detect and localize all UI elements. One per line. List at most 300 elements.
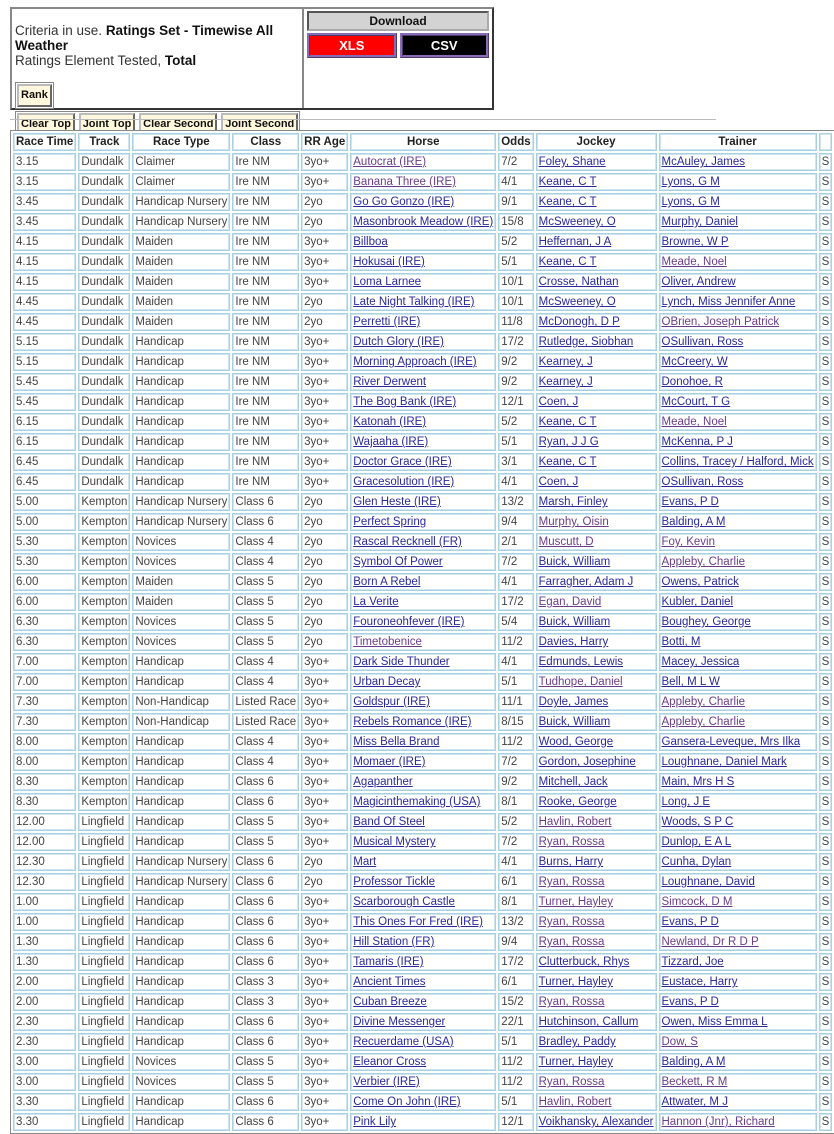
cell-trainer — [659, 653, 817, 671]
rank-button[interactable]: Rank — [17, 84, 52, 107]
horse-link[interactable]: Late Night Talking (IRE) — [353, 296, 475, 308]
trainer-link[interactable]: OBrien, Joseph Patrick — [661, 316, 780, 328]
trainer-link[interactable]: Appleby, Charlie — [661, 556, 746, 568]
cell-race-type: Handicap — [132, 653, 230, 671]
trainer-link[interactable]: Appleby, Charlie — [661, 716, 746, 728]
horse-link[interactable]: Symbol Of Power — [353, 556, 443, 568]
horse-link[interactable]: Hokusai (IRE) — [353, 256, 425, 268]
trainer-link[interactable]: Evans, P D — [661, 496, 719, 508]
horse-link[interactable]: Mart — [353, 856, 377, 868]
horse-link[interactable]: Verbier (IRE) — [353, 1076, 420, 1088]
cell-race-time: 7.30 — [13, 693, 76, 711]
horse-link[interactable]: Rascal Recknell (FR) — [353, 536, 462, 548]
jockey-link[interactable]: Burns, Harry — [538, 856, 604, 868]
cell-horse — [350, 913, 496, 931]
joint-top-button[interactable]: Joint Top — [79, 113, 136, 136]
horse-link[interactable]: Urban Decay — [353, 676, 421, 688]
header-track[interactable]: Track — [78, 133, 130, 151]
cell-class: Ire NM — [232, 353, 299, 371]
trainer-link[interactable]: McCourt, T G — [661, 396, 731, 408]
horse-link[interactable]: Perfect Spring — [353, 516, 427, 528]
horse-link[interactable]: Recuerdame (USA) — [353, 1036, 454, 1048]
table-row — [13, 973, 832, 991]
cell-trainer — [659, 473, 817, 491]
cell-horse — [350, 453, 496, 471]
horse-link[interactable]: Loma Larnee — [353, 276, 422, 288]
table-row — [13, 513, 832, 531]
jockey-link[interactable]: Turner, Hayley — [538, 1056, 613, 1068]
jockey-link[interactable]: Coen, J — [538, 476, 579, 488]
trainer-link[interactable]: Main, Mrs H S — [661, 776, 735, 788]
cell-horse — [350, 253, 496, 271]
trainer-link[interactable]: Botti, M — [661, 636, 701, 648]
header-horse[interactable]: Horse — [350, 133, 496, 151]
cell-class: Listed Race — [232, 693, 299, 711]
cell-class: Ire NM — [232, 333, 299, 351]
cell-jockey — [536, 973, 657, 991]
cell-rr-age: 2yo — [301, 533, 348, 551]
cell-extra: S — [819, 473, 833, 491]
cell-race-type: Maiden — [132, 253, 230, 271]
header-trainer[interactable]: Trainer — [659, 133, 817, 151]
cell-trainer — [659, 553, 817, 571]
trainer-link[interactable]: McKenna, P J — [661, 436, 733, 448]
jockey-link[interactable]: Ryan, Rossa — [538, 876, 605, 888]
cell-odds: 10/1 — [498, 273, 533, 291]
cell-jockey — [536, 493, 657, 511]
trainer-link[interactable]: Hannon (Jnr), Richard — [661, 1116, 775, 1128]
jockey-link[interactable]: Buick, William — [538, 616, 611, 628]
jockey-link[interactable]: Keane, C T — [538, 416, 597, 428]
cell-class: Class 5 — [232, 633, 299, 651]
jockey-link[interactable]: Heffernan, J A — [538, 236, 612, 248]
jockey-link[interactable]: Wood, George — [538, 736, 614, 748]
cell-race-time: 3.00 — [13, 1073, 76, 1091]
cell-race-type: Non-Handicap — [132, 693, 230, 711]
trainer-link[interactable]: Attwater, M J — [661, 1096, 728, 1108]
horse-link[interactable]: Katonah (IRE) — [353, 416, 427, 428]
horse-link[interactable]: Billboa — [353, 236, 388, 248]
cell-rr-age: 3yo+ — [301, 433, 348, 451]
clear-top-button[interactable]: Clear Top — [17, 113, 75, 136]
jockey-link[interactable]: Egan, David — [538, 596, 602, 608]
horse-link[interactable]: This Ones For Fred (IRE) — [353, 916, 483, 928]
cell-rr-age: 3yo+ — [301, 673, 348, 691]
cell-track: Lingfield — [78, 1013, 130, 1031]
jockey-link[interactable]: Voikhansky, Alexander — [538, 1116, 654, 1128]
jockey-link[interactable]: Kearney, J — [538, 356, 593, 368]
cell-jockey — [536, 873, 657, 891]
cell-class: Ire NM — [232, 453, 299, 471]
jockey-link[interactable]: McSweeney, O — [538, 216, 616, 228]
jockey-link[interactable]: Muscutt, D — [538, 536, 594, 548]
cell-horse — [350, 653, 496, 671]
cell-rr-age: 3yo+ — [301, 1013, 348, 1031]
trainer-link[interactable]: Meade, Noel — [661, 416, 727, 428]
trainer-link[interactable]: Cunha, Dylan — [661, 856, 732, 868]
horse-link[interactable]: Scarborough Castle — [353, 896, 455, 908]
cell-track: Dundalk — [78, 173, 130, 191]
horse-link[interactable]: Rebels Romance (IRE) — [353, 716, 472, 728]
jockey-link[interactable]: McDonogh, D P — [538, 316, 620, 328]
trainer-link[interactable]: Loughnane, David — [661, 876, 755, 888]
header-class[interactable]: Class — [232, 133, 299, 151]
cell-class: Class 6 — [232, 1113, 299, 1131]
cell-trainer — [659, 173, 817, 191]
trainer-link[interactable]: Owen, Miss Emma L — [661, 1016, 768, 1028]
jockey-link[interactable]: Murphy, Oisin — [538, 516, 609, 528]
cell-trainer — [659, 733, 817, 751]
trainer-link[interactable]: Owens, Patrick — [661, 576, 739, 588]
cell-race-type: Handicap — [132, 993, 230, 1011]
cell-extra: S — [819, 853, 833, 871]
horse-link[interactable]: Glen Heste (IRE) — [353, 496, 441, 508]
trainer-link[interactable]: Evans, P D — [661, 996, 719, 1008]
cell-extra: S — [819, 753, 833, 771]
trainer-link[interactable]: Simcock, D M — [661, 896, 733, 908]
cell-extra: S — [819, 993, 833, 1011]
cell-race-time: 6.00 — [13, 593, 76, 611]
cell-class: Class 6 — [232, 933, 299, 951]
cell-race-time: 6.30 — [13, 613, 76, 631]
cell-race-type: Handicap Nursery — [132, 493, 230, 511]
horse-link[interactable]: Fouroneohfever (IRE) — [353, 616, 465, 628]
trainer-link[interactable]: Evans, P D — [661, 916, 719, 928]
cell-horse — [350, 513, 496, 531]
results-table — [10, 130, 834, 1134]
trainer-link[interactable]: Loughnane, Daniel Mark — [661, 756, 787, 768]
horse-link[interactable]: Dutch Glory (IRE) — [353, 336, 444, 348]
horse-link[interactable]: Musical Mystery — [353, 836, 436, 848]
trainer-link[interactable]: Balding, A M — [661, 1056, 726, 1068]
header-odds[interactable]: Odds — [498, 133, 533, 151]
cell-rr-age: 3yo+ — [301, 773, 348, 791]
cell-race-time: 2.00 — [13, 973, 76, 991]
cell-horse — [350, 633, 496, 651]
cell-track: Kempton — [78, 493, 130, 511]
table-row — [13, 993, 832, 1011]
header-extra[interactable] — [819, 133, 833, 151]
download-csv-button[interactable]: CSV — [400, 33, 490, 58]
horse-link[interactable]: Come On John (IRE) — [353, 1096, 461, 1108]
cell-track: Lingfield — [78, 893, 130, 911]
cell-track: Kempton — [78, 773, 130, 791]
cell-jockey — [536, 473, 657, 491]
horse-link[interactable]: Banana Three (IRE) — [353, 176, 456, 188]
cell-odds: 8/1 — [498, 793, 533, 811]
cell-class: Ire NM — [232, 373, 299, 391]
jockey-link[interactable]: Tudhope, Daniel — [538, 676, 623, 688]
table-row — [13, 573, 832, 591]
trainer-link[interactable]: Tizzard, Joe — [661, 956, 724, 968]
trainer-link[interactable]: Oliver, Andrew — [661, 276, 736, 288]
table-row — [13, 1093, 832, 1111]
jockey-link[interactable]: Hutchinson, Callum — [538, 1016, 639, 1028]
cell-rr-age: 2yo — [301, 633, 348, 651]
horse-link[interactable]: River Derwent — [353, 376, 427, 388]
trainer-link[interactable]: Lyons, G M — [661, 196, 720, 208]
clear-second-button[interactable]: Clear Second — [139, 113, 217, 136]
jockey-link[interactable]: Gordon, Josephine — [538, 756, 636, 768]
jockey-link[interactable]: Clutterbuck, Rhys — [538, 956, 630, 968]
jockey-link[interactable]: Ryan, J J G — [538, 436, 599, 448]
jockey-link[interactable]: Doyle, James — [538, 696, 609, 708]
cell-track: Kempton — [78, 733, 130, 751]
horse-link[interactable]: Perretti (IRE) — [353, 316, 421, 328]
table-row — [13, 933, 832, 951]
cell-class: Class 5 — [232, 1073, 299, 1091]
cell-extra: S — [819, 333, 833, 351]
jockey-link[interactable]: Crosse, Nathan — [538, 276, 619, 288]
horse-link[interactable]: Professor Tickle — [353, 876, 436, 888]
cell-horse — [350, 953, 496, 971]
cell-trainer — [659, 413, 817, 431]
cell-horse — [350, 733, 496, 751]
cell-rr-age: 3yo+ — [301, 373, 348, 391]
cell-trainer — [659, 1013, 817, 1031]
cell-trainer — [659, 493, 817, 511]
horse-link[interactable]: Eleanor Cross — [353, 1056, 427, 1068]
jockey-link[interactable]: Davies, Harry — [538, 636, 609, 648]
cell-rr-age: 3yo+ — [301, 733, 348, 751]
cell-jockey — [536, 393, 657, 411]
trainer-link[interactable]: Boughey, George — [661, 616, 751, 628]
cell-horse — [350, 713, 496, 731]
cell-extra: S — [819, 213, 833, 231]
cell-trainer — [659, 533, 817, 551]
jockey-link[interactable]: McSweeney, O — [538, 296, 616, 308]
trainer-link[interactable]: Long, J E — [661, 796, 711, 808]
trainer-link[interactable]: Beckett, R M — [661, 1076, 728, 1088]
horse-link[interactable]: Doctor Grace (IRE) — [353, 456, 452, 468]
header-race-type[interactable]: Race Type — [132, 133, 230, 151]
cell-race-type: Claimer — [132, 173, 230, 191]
table-row — [13, 233, 832, 251]
horse-link[interactable]: Agapanther — [353, 776, 413, 788]
cell-race-type: Handicap — [132, 1033, 230, 1051]
horse-link[interactable]: Tamaris (IRE) — [353, 956, 424, 968]
horse-link[interactable]: Hill Station (FR) — [353, 936, 435, 948]
trainer-link[interactable]: OSullivan, Ross — [661, 336, 744, 348]
cell-jockey — [536, 373, 657, 391]
cell-race-time: 3.45 — [13, 193, 76, 211]
cell-horse — [350, 193, 496, 211]
cell-trainer — [659, 213, 817, 231]
cell-trainer — [659, 953, 817, 971]
horse-link[interactable]: Wajaaha (IRE) — [353, 436, 429, 448]
jockey-link[interactable]: Foley, Shane — [538, 156, 606, 168]
horse-link[interactable]: Masonbrook Meadow (IRE) — [353, 216, 494, 228]
cell-jockey — [536, 1113, 657, 1131]
table-row — [13, 913, 832, 931]
header-jockey[interactable]: Jockey — [536, 133, 657, 151]
trainer-link[interactable]: Eustace, Harry — [661, 976, 738, 988]
cell-trainer — [659, 933, 817, 951]
cell-odds: 17/2 — [498, 593, 533, 611]
jockey-link[interactable]: Rooke, George — [538, 796, 617, 808]
cell-extra: S — [819, 733, 833, 751]
trainer-link[interactable]: Lyons, G M — [661, 176, 720, 188]
trainer-link[interactable]: Collins, Tracey / Halford, Mick — [661, 456, 814, 468]
cell-rr-age: 3yo+ — [301, 793, 348, 811]
trainer-link[interactable]: McAuley, James — [661, 156, 746, 168]
jockey-link[interactable]: Rutledge, Siobhan — [538, 336, 634, 348]
table-row — [13, 473, 832, 491]
jockey-link[interactable]: Havlin, Robert — [538, 816, 612, 828]
cell-trainer — [659, 893, 817, 911]
jockey-link[interactable]: Coen, J — [538, 396, 579, 408]
trainer-link[interactable]: Woods, S P C — [661, 816, 734, 828]
joint-second-button[interactable]: Joint Second — [221, 113, 298, 136]
cell-odds: 9/4 — [498, 513, 533, 531]
cell-horse — [350, 1033, 496, 1051]
jockey-link[interactable]: Kearney, J — [538, 376, 593, 388]
cell-horse — [350, 233, 496, 251]
cell-race-time: 5.45 — [13, 393, 76, 411]
jockey-link[interactable]: Ryan, Rossa — [538, 836, 605, 848]
trainer-link[interactable]: Kubler, Daniel — [661, 596, 734, 608]
cell-race-type: Maiden — [132, 593, 230, 611]
table-row — [13, 733, 832, 751]
cell-rr-age: 3yo+ — [301, 353, 348, 371]
horse-link[interactable]: Band Of Steel — [353, 816, 425, 828]
cell-race-type: Handicap Nursery — [132, 873, 230, 891]
cell-rr-age: 3yo+ — [301, 153, 348, 171]
jockey-link[interactable]: Ryan, Rossa — [538, 916, 605, 928]
cell-odds: 5/1 — [498, 1093, 533, 1111]
cell-track: Dundalk — [78, 293, 130, 311]
header-rr-age[interactable]: RR Age — [301, 133, 348, 151]
cell-jockey — [536, 793, 657, 811]
cell-extra: S — [819, 773, 833, 791]
cell-class: Class 5 — [232, 593, 299, 611]
cell-track: Kempton — [78, 553, 130, 571]
jockey-link[interactable]: Keane, C T — [538, 196, 597, 208]
cell-rr-age: 2yo — [301, 193, 348, 211]
horse-link[interactable]: Timetobenice — [353, 636, 422, 648]
jockey-link[interactable]: Mitchell, Jack — [538, 776, 608, 788]
jockey-link[interactable]: Farragher, Adam J — [538, 576, 634, 588]
horse-link[interactable]: Pink Lily — [353, 1116, 397, 1128]
horse-link[interactable]: Divine Messenger — [353, 1016, 446, 1028]
horse-link[interactable]: Dark Side Thunder — [353, 656, 450, 668]
jockey-link[interactable]: Buick, William — [538, 556, 611, 568]
jockey-link[interactable]: Ryan, Rossa — [538, 936, 605, 948]
horse-link[interactable]: Cuban Breeze — [353, 996, 427, 1008]
jockey-link[interactable]: Ryan, Rossa — [538, 996, 605, 1008]
download-xls-button[interactable]: XLS — [307, 33, 397, 58]
cell-jockey — [536, 313, 657, 331]
jockey-link[interactable]: Marsh, Finley — [538, 496, 608, 508]
cell-class: Class 6 — [232, 773, 299, 791]
cell-race-type: Maiden — [132, 573, 230, 591]
trainer-link[interactable]: Foy, Kevin — [661, 536, 715, 548]
horse-link[interactable]: Go Go Gonzo (IRE) — [353, 196, 455, 208]
cell-jockey — [536, 893, 657, 911]
cell-extra: S — [819, 1053, 833, 1071]
table-row — [13, 1033, 832, 1051]
cell-rr-age: 3yo+ — [301, 1033, 348, 1051]
horse-link[interactable]: Magicinthemaking (USA) — [353, 796, 481, 808]
jockey-link[interactable]: Turner, Hayley — [538, 896, 613, 908]
horse-link[interactable]: Ancient Times — [353, 976, 426, 988]
cell-extra: S — [819, 433, 833, 451]
jockey-link[interactable]: Bradley, Paddy — [538, 1036, 616, 1048]
cell-track: Lingfield — [78, 933, 130, 951]
cell-race-type: Handicap — [132, 433, 230, 451]
jockey-link[interactable]: Turner, Hayley — [538, 976, 613, 988]
trainer-link[interactable]: Macey, Jessica — [661, 656, 740, 668]
trainer-link[interactable]: Meade, Noel — [661, 256, 727, 268]
trainer-link[interactable]: Browne, W P — [661, 236, 729, 248]
cell-race-type: Novices — [132, 1053, 230, 1071]
horse-link[interactable]: Miss Bella Brand — [353, 736, 440, 748]
cell-extra: S — [819, 933, 833, 951]
cell-race-time: 8.00 — [13, 753, 76, 771]
trainer-link[interactable]: McCreery, W — [661, 356, 728, 368]
jockey-link[interactable]: Keane, C T — [538, 176, 597, 188]
trainer-link[interactable]: Bell, M L W — [661, 676, 720, 688]
cell-trainer — [659, 273, 817, 291]
cell-jockey — [536, 513, 657, 531]
criteria-panel — [10, 7, 494, 130]
cell-track: Kempton — [78, 713, 130, 731]
cell-odds: 7/2 — [498, 833, 533, 851]
table-row — [13, 173, 832, 191]
jockey-link[interactable]: Ryan, Rossa — [538, 1076, 605, 1088]
horse-link[interactable]: Momaer (IRE) — [353, 756, 426, 768]
cell-odds: 9/4 — [498, 933, 533, 951]
trainer-link[interactable]: Dunlop, E A L — [661, 836, 732, 848]
trainer-link[interactable]: Lynch, Miss Jennifer Anne — [661, 296, 796, 308]
trainer-link[interactable]: Appleby, Charlie — [661, 696, 746, 708]
cell-race-type: Handicap — [132, 413, 230, 431]
cell-trainer — [659, 1053, 817, 1071]
horse-link[interactable]: The Bog Bank (IRE) — [353, 396, 457, 408]
cell-odds: 12/1 — [498, 1113, 533, 1131]
horse-link[interactable]: Morning Approach (IRE) — [353, 356, 477, 368]
horse-link[interactable]: La Verite — [353, 596, 399, 608]
table-row — [13, 773, 832, 791]
trainer-link[interactable]: Newland, Dr R D P — [661, 936, 759, 948]
horse-link[interactable]: Autocrat (IRE) — [353, 156, 427, 168]
cell-class: Ire NM — [232, 153, 299, 171]
cell-class: Ire NM — [232, 173, 299, 191]
trainer-link[interactable]: Donohoe, R — [661, 376, 723, 388]
cell-race-type: Handicap Nursery — [132, 853, 230, 871]
header-race-time[interactable]: Race Time — [13, 133, 76, 151]
jockey-link[interactable]: Keane, C T — [538, 256, 597, 268]
horse-link[interactable]: Goldspur (IRE) — [353, 696, 430, 708]
cell-rr-age: 3yo+ — [301, 473, 348, 491]
jockey-link[interactable]: Havlin, Robert — [538, 1096, 612, 1108]
cell-odds: 13/2 — [498, 493, 533, 511]
trainer-link[interactable]: Balding, A M — [661, 516, 726, 528]
cell-race-time: 5.15 — [13, 353, 76, 371]
cell-race-type: Handicap — [132, 393, 230, 411]
jockey-link[interactable]: Edmunds, Lewis — [538, 656, 623, 668]
trainer-link[interactable]: Dow, S — [661, 1036, 698, 1048]
cell-race-type: Novices — [132, 1073, 230, 1091]
cell-jockey — [536, 453, 657, 471]
horse-link[interactable]: Gracesolution (IRE) — [353, 476, 455, 488]
trainer-link[interactable]: Murphy, Daniel — [661, 216, 738, 228]
trainer-link[interactable]: Gansera-Leveque, Mrs Ilka — [661, 736, 801, 748]
jockey-link[interactable]: Buick, William — [538, 716, 611, 728]
jockey-link[interactable]: Keane, C T — [538, 456, 597, 468]
trainer-link[interactable]: OSullivan, Ross — [661, 476, 744, 488]
horse-link[interactable]: Born A Rebel — [353, 576, 421, 588]
